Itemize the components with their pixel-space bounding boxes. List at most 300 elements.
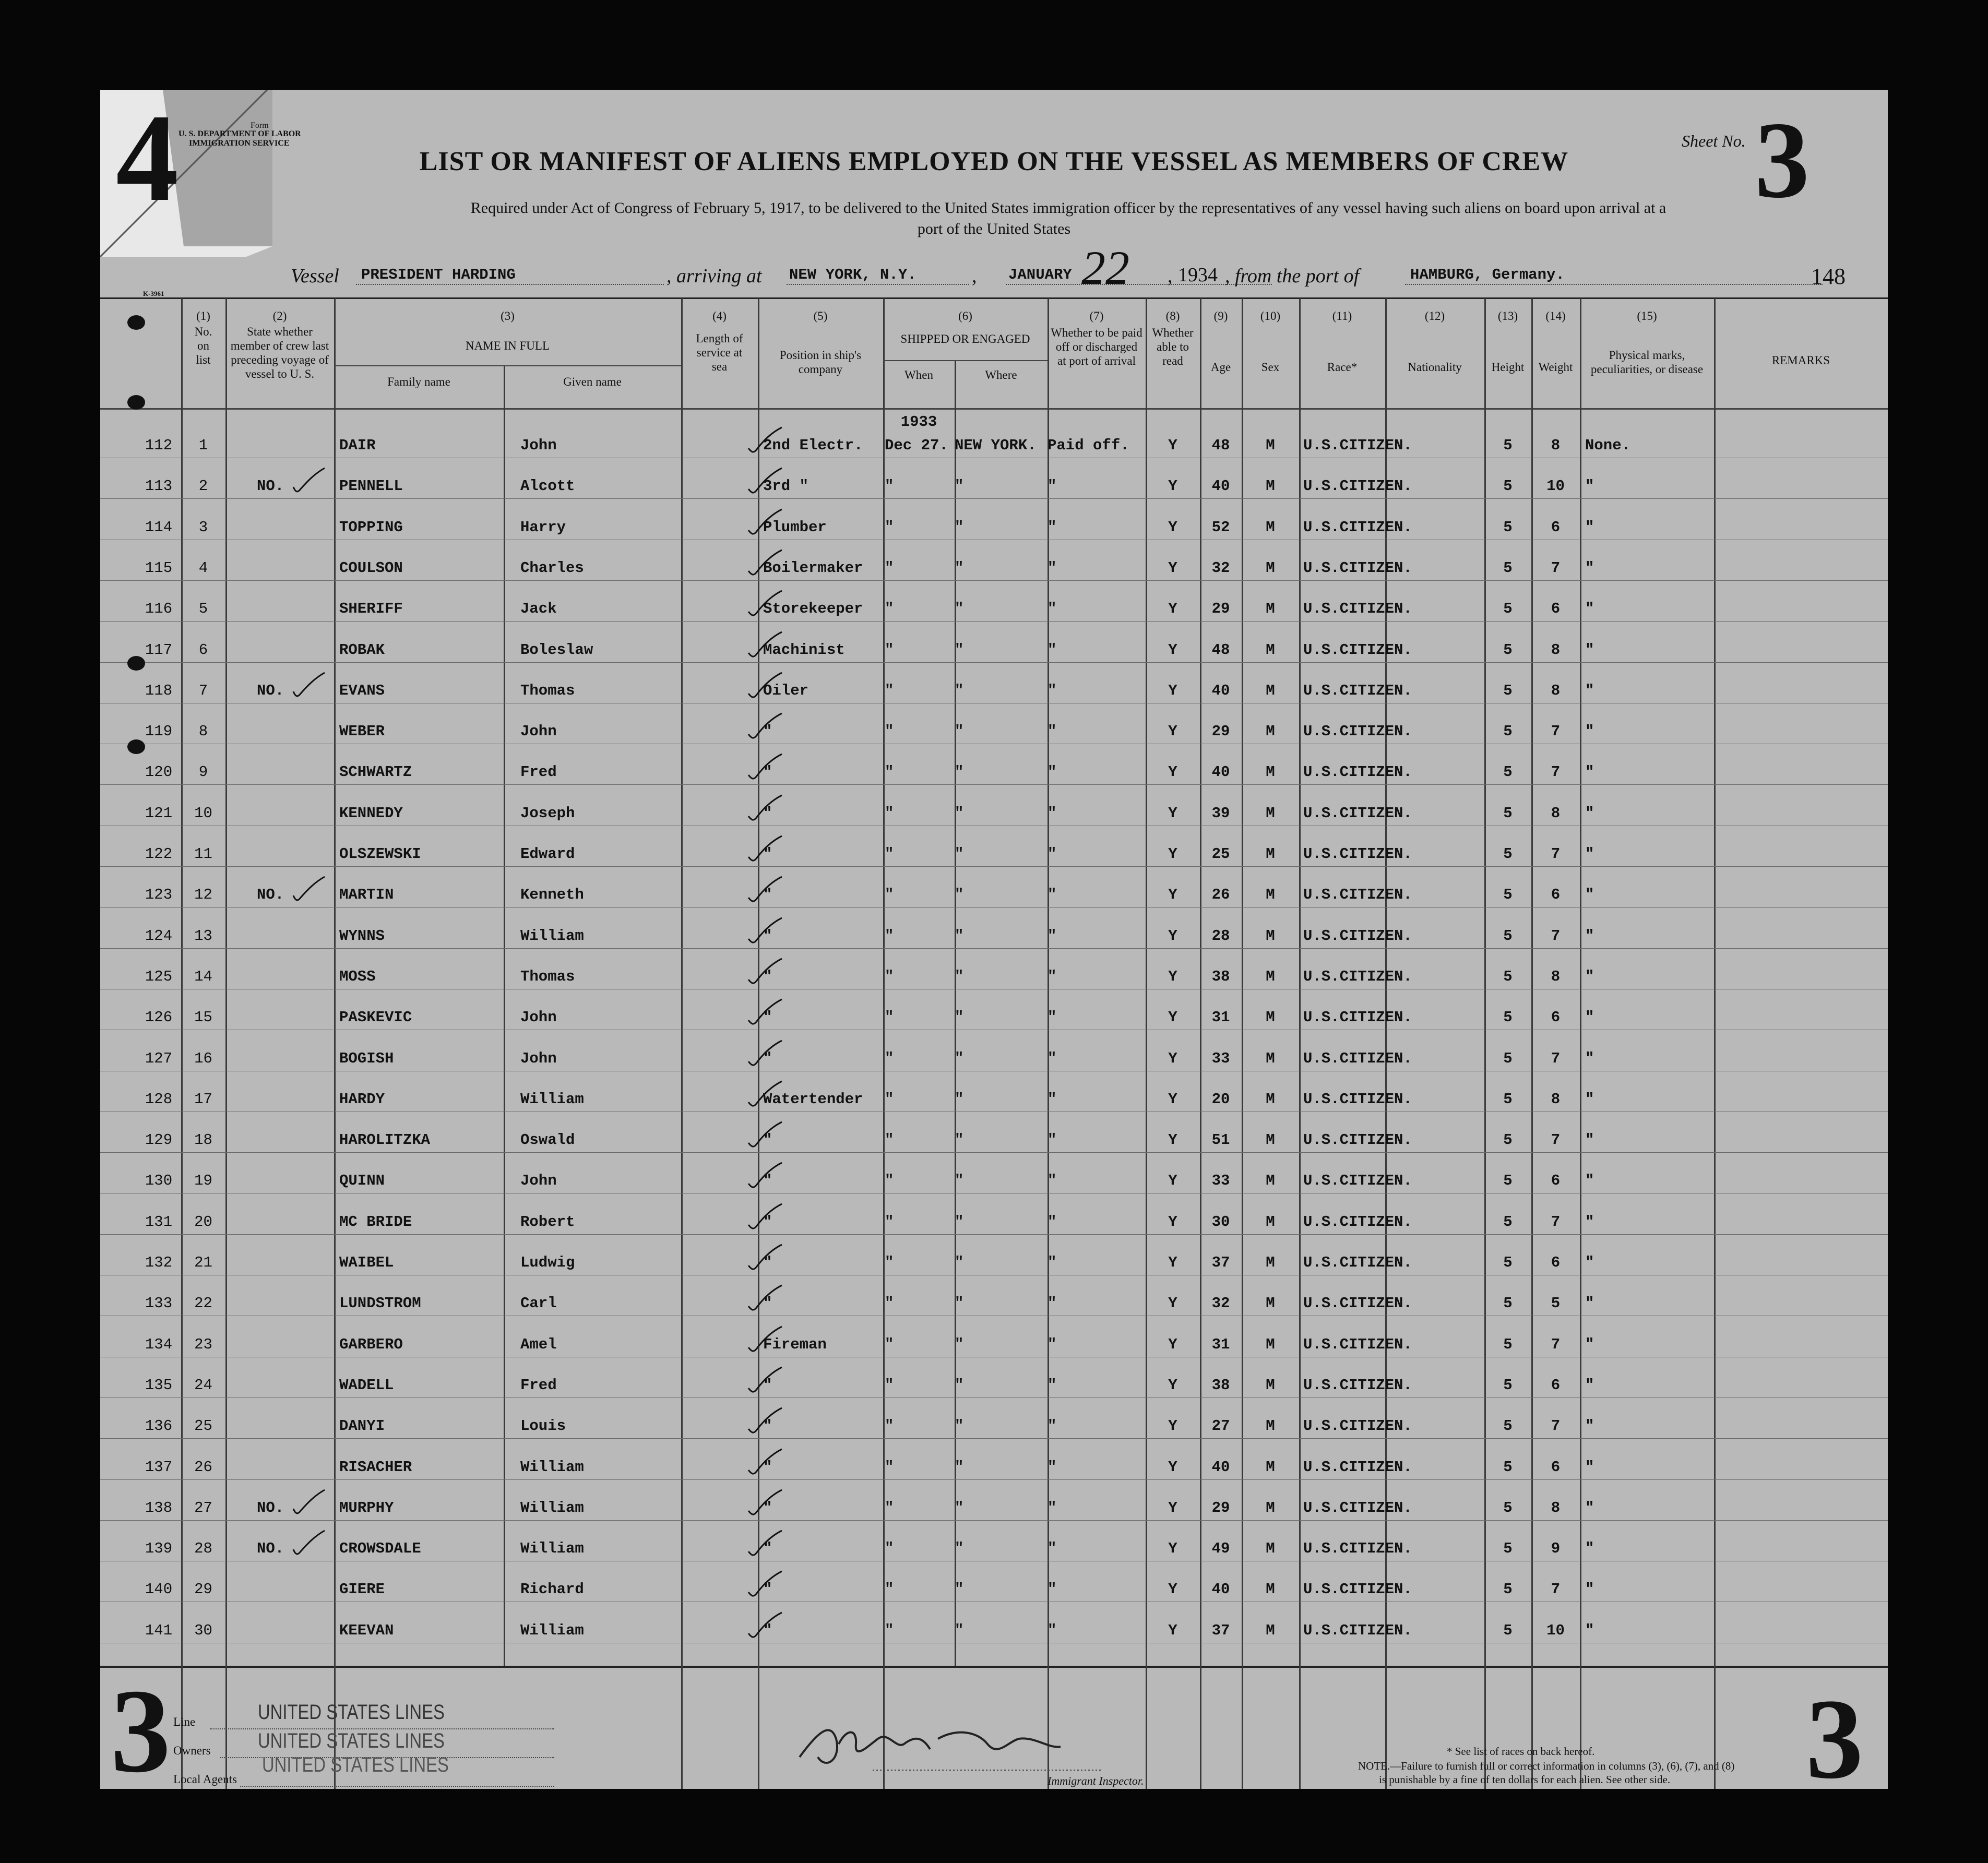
- previous-voyage: NO.: [257, 1540, 284, 1557]
- position: ": [763, 1581, 772, 1598]
- position: Machinist: [763, 641, 845, 659]
- position: ": [763, 723, 772, 740]
- shipped-when: ": [885, 559, 894, 577]
- race: U.S.CITIZEN.: [1303, 763, 1412, 781]
- tally-check-mark: [747, 1528, 784, 1560]
- previous-voyage-check-mark: [292, 671, 329, 702]
- height: 5: [1503, 1172, 1513, 1189]
- family-name: GARBERO: [339, 1336, 403, 1353]
- from-label: , from the port of: [1225, 265, 1360, 287]
- family-name: KEEVAN: [339, 1622, 394, 1639]
- col-5-header: Position in ship's company: [779, 349, 862, 376]
- physical-marks: ": [1585, 641, 1594, 659]
- list-number: 9: [198, 763, 208, 781]
- able-to-read: Y: [1168, 641, 1177, 659]
- row-rule: [100, 948, 1888, 949]
- shipped-when: ": [885, 1581, 894, 1598]
- shipped-where: ": [955, 559, 964, 577]
- race: U.S.CITIZEN.: [1303, 1172, 1412, 1189]
- race: U.S.CITIZEN.: [1303, 968, 1412, 985]
- able-to-read: Y: [1168, 1336, 1177, 1353]
- physical-marks: ": [1585, 1540, 1594, 1557]
- service-label: IMMIGRATION SERVICE: [189, 139, 290, 148]
- age: 29: [1211, 1499, 1230, 1516]
- given-name: Robert: [520, 1213, 575, 1231]
- col-5-num: (5): [813, 309, 828, 323]
- given-name: John: [520, 1050, 557, 1067]
- able-to-read: Y: [1168, 1254, 1177, 1271]
- paid-off: ": [1047, 845, 1057, 863]
- col-13-header: Height: [1491, 361, 1525, 374]
- race: U.S.CITIZEN.: [1303, 927, 1412, 945]
- agents-underline: [240, 1786, 554, 1787]
- physical-marks: ": [1585, 723, 1594, 740]
- shipped-when: ": [885, 1091, 894, 1108]
- physical-marks: ": [1585, 477, 1594, 495]
- race: U.S.CITIZEN.: [1303, 1009, 1412, 1026]
- shipped-when: ": [885, 763, 894, 781]
- list-number: 16: [194, 1050, 212, 1067]
- shipped-when: ": [885, 845, 894, 863]
- family-name: EVANS: [339, 682, 385, 699]
- weight: 7: [1551, 1581, 1561, 1598]
- shipped-where: ": [955, 1009, 964, 1026]
- physical-marks: ": [1585, 1622, 1594, 1639]
- position: Watertender: [763, 1091, 863, 1108]
- list-number: 13: [194, 927, 212, 945]
- given-name: William: [520, 1459, 584, 1476]
- given-name: Edward: [520, 845, 575, 863]
- age: 28: [1211, 927, 1230, 945]
- height: 5: [1503, 682, 1513, 699]
- shipped-where: ": [955, 1622, 964, 1639]
- tally-check-mark: [747, 548, 784, 579]
- col-11-header: Race*: [1327, 361, 1358, 374]
- able-to-read: Y: [1168, 1581, 1177, 1598]
- list-number: 20: [194, 1213, 212, 1231]
- given-name: William: [520, 927, 584, 945]
- margin-line-number: 135: [145, 1377, 173, 1394]
- height: 5: [1503, 600, 1513, 617]
- list-number: 6: [198, 641, 208, 659]
- position: ": [763, 886, 772, 903]
- shipped-when: ": [885, 927, 894, 945]
- tally-check-mark: [747, 711, 784, 743]
- paid-off: Paid off.: [1047, 437, 1129, 454]
- position: ": [763, 1050, 772, 1067]
- age: 32: [1211, 559, 1230, 577]
- sex: M: [1266, 927, 1275, 945]
- col-3-header: NAME IN FULL: [466, 339, 550, 352]
- list-number: 30: [194, 1622, 212, 1639]
- paid-off: ": [1047, 723, 1057, 740]
- age: 27: [1211, 1417, 1230, 1435]
- position: ": [763, 1499, 772, 1516]
- shipped-where: ": [955, 1213, 964, 1231]
- family-name: SHERIFF: [339, 600, 403, 617]
- sex: M: [1266, 600, 1275, 617]
- height: 5: [1503, 886, 1513, 903]
- col-15-num: (15): [1637, 309, 1657, 323]
- row-rule: [100, 1479, 1888, 1480]
- list-number: 24: [194, 1377, 212, 1394]
- col-7-header: Whether to be paid off or discharged at port of arrival: [1051, 326, 1142, 367]
- height: 5: [1503, 1622, 1513, 1639]
- given-name: Thomas: [520, 682, 575, 699]
- sex: M: [1266, 1377, 1275, 1394]
- shipped-where: ": [955, 1540, 964, 1557]
- age: 38: [1211, 968, 1230, 985]
- position: ": [763, 927, 772, 945]
- sex: M: [1266, 763, 1275, 781]
- tally-check-mark: [747, 1324, 784, 1356]
- race: U.S.CITIZEN.: [1303, 1417, 1412, 1435]
- sex: M: [1266, 1417, 1275, 1435]
- col-14-num: (14): [1545, 309, 1566, 323]
- race: U.S.CITIZEN.: [1303, 1459, 1412, 1476]
- race: U.S.CITIZEN.: [1303, 1254, 1412, 1271]
- race: U.S.CITIZEN.: [1303, 805, 1412, 822]
- margin-line-number: 129: [145, 1131, 173, 1149]
- race: U.S.CITIZEN.: [1303, 1499, 1412, 1516]
- physical-marks: ": [1585, 763, 1594, 781]
- given-name: Oswald: [520, 1131, 575, 1149]
- shipped-where: NEW YORK.: [955, 437, 1037, 454]
- col-1-header: No. on list: [194, 325, 212, 366]
- vessel-name: PRESIDENT HARDING: [361, 266, 516, 283]
- col-12-num: (12): [1424, 309, 1445, 323]
- age: 37: [1211, 1622, 1230, 1639]
- paid-off: ": [1047, 763, 1057, 781]
- shipped-where: ": [955, 682, 964, 699]
- family-name: WAIBEL: [339, 1254, 394, 1271]
- shipped-where: ": [955, 886, 964, 903]
- col-14-header: Weight: [1538, 361, 1573, 374]
- list-number: 4: [198, 559, 208, 577]
- family-name: GIERE: [339, 1581, 385, 1598]
- height: 5: [1503, 763, 1513, 781]
- race: U.S.CITIZEN.: [1303, 1213, 1412, 1231]
- position: Plumber: [763, 519, 827, 536]
- family-name: ROBAK: [339, 641, 385, 659]
- age: 33: [1211, 1050, 1230, 1067]
- position: ": [763, 1459, 772, 1476]
- tally-check-mark: [747, 1079, 784, 1110]
- able-to-read: Y: [1168, 723, 1177, 740]
- shipped-where: ": [955, 1254, 964, 1271]
- paid-off: ": [1047, 559, 1057, 577]
- able-to-read: Y: [1168, 1499, 1177, 1516]
- weight: 10: [1546, 1622, 1565, 1639]
- form-code: K-3961: [143, 290, 164, 297]
- shipped-where: ": [955, 927, 964, 945]
- margin-line-number: 127: [145, 1050, 173, 1067]
- shipped-when: ": [885, 1213, 894, 1231]
- height: 5: [1503, 1213, 1513, 1231]
- family-name: QUINN: [339, 1172, 385, 1189]
- tally-check-mark: [747, 1161, 784, 1192]
- age: 32: [1211, 1295, 1230, 1312]
- physical-marks: ": [1585, 805, 1594, 822]
- paid-off: ": [1047, 519, 1057, 536]
- position: ": [763, 968, 772, 985]
- physical-marks: ": [1585, 1050, 1594, 1067]
- paid-off: ": [1047, 1622, 1057, 1639]
- height: 5: [1503, 1091, 1513, 1108]
- weight: 7: [1551, 1336, 1561, 1353]
- able-to-read: Y: [1168, 437, 1177, 454]
- table-top-rule: [100, 297, 1888, 299]
- age: 52: [1211, 519, 1230, 536]
- weight: 8: [1551, 437, 1561, 454]
- race: U.S.CITIZEN.: [1303, 1050, 1412, 1067]
- row-rule: [100, 1438, 1888, 1439]
- row-rule: [100, 866, 1888, 867]
- weight: 8: [1551, 805, 1561, 822]
- shipped-where: ": [955, 1131, 964, 1149]
- margin-line-number: 119: [145, 723, 173, 740]
- tally-check-mark: [747, 1283, 784, 1315]
- position: ": [763, 845, 772, 863]
- col-8-header: Whether able to read: [1152, 326, 1194, 367]
- physical-marks: ": [1585, 845, 1594, 863]
- tally-check-mark: [747, 957, 784, 988]
- weight: 7: [1551, 927, 1561, 945]
- paid-off: ": [1047, 1172, 1057, 1189]
- sex: M: [1266, 1499, 1275, 1516]
- position: ": [763, 1622, 772, 1639]
- sex: M: [1266, 1295, 1275, 1312]
- sex: M: [1266, 1459, 1275, 1476]
- shipped-when: ": [885, 723, 894, 740]
- family-name: PENNELL: [339, 477, 403, 495]
- height: 5: [1503, 968, 1513, 985]
- list-number: 8: [198, 723, 208, 740]
- previous-voyage: NO.: [257, 886, 284, 903]
- given-name: Thomas: [520, 968, 575, 985]
- shipped-when: Dec 27.: [885, 437, 948, 454]
- shipped-when: ": [885, 477, 894, 495]
- position: ": [763, 1295, 772, 1312]
- sex: M: [1266, 1050, 1275, 1067]
- given-name: William: [520, 1540, 584, 1557]
- tally-check-mark: [747, 1610, 784, 1642]
- height: 5: [1503, 1581, 1513, 1598]
- tally-check-mark: [747, 671, 784, 702]
- tally-check-mark: [747, 1038, 784, 1070]
- race: U.S.CITIZEN.: [1303, 845, 1412, 863]
- paid-off: ": [1047, 1499, 1057, 1516]
- col-6-header: SHIPPED OR ENGAGED: [900, 332, 1030, 345]
- manifest-sheet: 4 Form U. S. DEPARTMENT OF LABOR IMMIGRATION SERVICE Sheet No. 3 LIST OR MANIFEST OF ALIENS EMPLOYED ON THE VESSEL AS MEMBERS OF CREW Required under Act of Congress of February 5, 1917, to be delivered to the United States immigration officer by the representatives of any vessel having such aliens on board upon arrival at a port of the United States Vessel PRESIDENT HARDING , arriving at NEW YORK, N.Y. , JANUARY 22 , 1934 , from the port of HAMBURG, Germany. 148 K-3961 (1) No. on list (2) State whether member of crew last preceding voyage of vessel to U. S. (3) NAME IN FULL Family name Given name (4) Length of service at sea (5) Position in ship's company (6) SHIPPED OR ENGAGED When Where (7) Whether to be paid off or discharged at port of arrival (8) Whether able to read (9) Age (10) Sex (11) Race* (12) Nationality (13) Height (14) Weight (15) Physical marks, peculiarities, or disease REMARKS 1933 112 1 DAIR John 2nd Electr. Dec 27. NEW YORK. Paid off. Y 48 M U.S.CITIZEN. 5 8 None. 113 2 NO. PENNELL Alcott 3rd " " " " Y 40 M U.S.CITIZEN. 5 10 " 114 3 TOPPING Harry Plumber " " " Y 52 M U.S.CITIZEN. 5 6 " 115 4 COULSON Charles Boilermaker " " " Y 32 M U.S.CITIZEN. 5 7 " 116 5 SHERIFF Jack Storekeeper " " " Y 29 M U.S.CITIZEN. 5 6 " 117 6 ROBAK Boleslaw Machinist " " " Y 48 M U.S.CITIZEN. 5 8 " 118 7 NO. EVANS Thomas Oiler " " " Y 40 M U.S.CITIZEN. 5 8 " 119 8 WEBER John " " " " Y 29 M U.S.CITIZEN. 5 7 " 120 9 SCHWARTZ Fred " " " " Y 40 M U.S.CITIZEN. 5 7 " 121 10 KENNEDY Joseph " " " " Y 39 M U.S.CITIZEN. 5 8 " 122 11 OLSZEWSKI Edward " " " " Y 25 M U.S.CITIZEN. 5 7 " 123 12 NO. MARTIN Kenneth " " " " Y 26 M U.S.CITIZEN. 5 6 " 124 13 WYNNS William " " " " Y 28 M U.S.CITIZEN. 5 7 " 125 14 MOSS Thomas " " " " Y 38 M U.S.CITIZEN. 5 8 " 126 15 PASKEVIC John " " " " Y 31 M U.S.CITIZEN. 5 6 " 127 16 BOGISH John " " " " Y 33 M U.S.CITIZEN. 5 7 " 128 17 HARDY William Watertender " " " Y 20 M U.S.CITIZEN. 5 8 " 129 18 HAROLITZKA Oswald " " " " Y 51 M U.S.CITIZEN. 5 7 " 130 19 QUINN John " " " " Y 33 M U.S.CITIZEN. 5 6 " 131 20 MC BRIDE Robert " " " " Y 30 M U.S.CITIZEN. 5 7 " 132 21 WAIBEL Ludwig " " " " Y 37 M U.S.CITIZEN. 5 6 " 133 22 LUNDSTROM Carl " " " " Y 32 M U.S.CITIZEN. 5 5 " 134 23 GARBERO Amel Fireman " " " Y 31 M U.S.CITIZEN. 5 7 " 135 24 WADELL Fred " " " " Y 38 M U.S.CITIZEN. 5 6 " 136 25 DANYI Louis " " " " Y 27 M U.S.CITIZEN. 5 7 " 137 26 RISACHER William " " " " Y 40 M U.S.CITIZEN. 5 6 " 138 27 NO. MURPHY William " " " " Y 29 M U.S.CITIZEN. 5 8 " 139 28 NO. CROWSDALE William " " " " Y 49 M U.S.CITIZEN. 5 9 " 140 29 GIERE Richard " " " " Y 40 M U.S.CITIZEN. 5 7 " 141 30 KEEVAN William " " " " Y 37 M U.S.CITIZEN. 5 10 " 3 3 Line UNITED STATES LINES Owners UNITED STATES LINES Local Agents UNITED STATES LINES Immigrant Inspector. * See list of races on back hereof. NOTE.—Failure to furnish full or correct information in columns (3), (6), (7), and (8) is punishable by a fine of ten dollars for each alien. See other side.: [100, 90, 1888, 1789]
- subtitle-line-2: port of the United States: [917, 220, 1071, 237]
- row-rule: [100, 784, 1888, 785]
- sex: M: [1266, 1336, 1275, 1353]
- col-6-num: (6): [958, 309, 972, 323]
- physical-marks: None.: [1585, 437, 1631, 454]
- sheet-number: 3: [1755, 100, 1810, 221]
- margin-line-number: 123: [145, 886, 173, 903]
- margin-line-number: 122: [145, 845, 173, 863]
- shipped-where: ": [955, 1377, 964, 1394]
- paid-off: ": [1047, 1254, 1057, 1271]
- able-to-read: Y: [1168, 519, 1177, 536]
- shipped-where: ": [955, 1091, 964, 1108]
- binder-hole: [127, 739, 145, 754]
- family-name: BOGISH: [339, 1050, 394, 1067]
- position: Storekeeper: [763, 600, 863, 617]
- shipped-when: ": [885, 1254, 894, 1271]
- able-to-read: Y: [1168, 1459, 1177, 1476]
- shipped-when: ": [885, 1459, 894, 1476]
- margin-line-number: 121: [145, 805, 173, 822]
- physical-marks: ": [1585, 927, 1594, 945]
- age: 49: [1211, 1540, 1230, 1557]
- age: 38: [1211, 1377, 1230, 1394]
- physical-marks: ": [1585, 1459, 1594, 1476]
- shipped-when: ": [885, 1172, 894, 1189]
- inspector-label: Immigrant Inspector.: [1047, 1774, 1144, 1787]
- age: 39: [1211, 805, 1230, 822]
- sex: M: [1266, 437, 1275, 454]
- family-name: COULSON: [339, 559, 403, 577]
- margin-line-number: 114: [145, 519, 173, 536]
- height: 5: [1503, 559, 1513, 577]
- height: 5: [1503, 927, 1513, 945]
- height: 5: [1503, 1295, 1513, 1312]
- shipped-where: ": [955, 763, 964, 781]
- tally-check-mark: [747, 1243, 784, 1274]
- sex: M: [1266, 1131, 1275, 1149]
- margin-line-number: 137: [145, 1459, 173, 1476]
- margin-line-number: 136: [145, 1417, 173, 1435]
- list-number: 17: [194, 1091, 212, 1108]
- shipped-where: ": [955, 477, 964, 495]
- position: ": [763, 1254, 772, 1271]
- sex: M: [1266, 519, 1275, 536]
- position: Oiler: [763, 682, 809, 699]
- margin-line-number: 134: [145, 1336, 173, 1353]
- previous-voyage-check-mark: [292, 466, 329, 497]
- race: U.S.CITIZEN.: [1303, 886, 1412, 903]
- penalty-note-1: NOTE.—Failure to furnish full or correct information in columns (3), (6), (7), and (8): [1358, 1760, 1735, 1772]
- margin-line-number: 128: [145, 1091, 173, 1108]
- given-name: Fred: [520, 763, 557, 781]
- list-number: 29: [194, 1581, 212, 1598]
- vessel-label: Vessel: [291, 265, 339, 287]
- position: ": [763, 1213, 772, 1231]
- weight: 7: [1551, 845, 1561, 863]
- physical-marks: ": [1585, 1417, 1594, 1435]
- shipped-when: ": [885, 805, 894, 822]
- paid-off: ": [1047, 1459, 1057, 1476]
- height: 5: [1503, 805, 1513, 822]
- weight: 8: [1551, 968, 1561, 985]
- row-rule: [100, 1152, 1888, 1153]
- binder-hole: [127, 395, 145, 410]
- margin-line-number: 112: [145, 437, 173, 454]
- able-to-read: Y: [1168, 600, 1177, 617]
- physical-marks: ": [1585, 600, 1594, 617]
- position: ": [763, 805, 772, 822]
- age: 29: [1211, 600, 1230, 617]
- able-to-read: Y: [1168, 927, 1177, 945]
- weight: 6: [1551, 886, 1561, 903]
- margin-line-number: 139: [145, 1540, 173, 1557]
- able-to-read: Y: [1168, 1172, 1177, 1189]
- able-to-read: Y: [1168, 1295, 1177, 1312]
- sheet-label: Sheet No.: [1682, 132, 1746, 150]
- age: 40: [1211, 682, 1230, 699]
- row-rule: [100, 621, 1888, 622]
- list-number: 7: [198, 682, 208, 699]
- shipped-subheader-rule: [883, 360, 1047, 361]
- position: Fireman: [763, 1336, 827, 1353]
- list-number: 1: [198, 437, 208, 454]
- margin-line-number: 124: [145, 927, 173, 945]
- race: U.S.CITIZEN.: [1303, 1377, 1412, 1394]
- tally-check-mark: [747, 793, 784, 825]
- list-number: 18: [194, 1131, 212, 1149]
- age: 40: [1211, 1459, 1230, 1476]
- shipped-when: ": [885, 600, 894, 617]
- margin-line-number: 120: [145, 763, 173, 781]
- list-number: 3: [198, 519, 208, 536]
- col-4-header: Length of service at sea: [696, 332, 743, 373]
- physical-marks: ": [1585, 1131, 1594, 1149]
- tally-check-mark: [747, 507, 784, 539]
- able-to-read: Y: [1168, 1417, 1177, 1435]
- position: ": [763, 1172, 772, 1189]
- tally-check-mark: [747, 466, 784, 497]
- sex: M: [1266, 641, 1275, 659]
- col-12-header: Nationality: [1408, 361, 1462, 374]
- family-name: HARDY: [339, 1091, 385, 1108]
- line-label: Line: [173, 1715, 196, 1728]
- header-divider: [100, 408, 1888, 410]
- shipped-where: ": [955, 845, 964, 863]
- tally-check-mark: [747, 834, 784, 865]
- family-name: DANYI: [339, 1417, 385, 1435]
- paid-off: ": [1047, 1213, 1057, 1231]
- height: 5: [1503, 1336, 1513, 1353]
- list-number: 19: [194, 1172, 212, 1189]
- shipped-where: ": [955, 1336, 964, 1353]
- sex: M: [1266, 559, 1275, 577]
- shipped-when-header: When: [904, 368, 933, 381]
- list-number: 2: [198, 477, 208, 495]
- previous-voyage-check-mark: [292, 1488, 329, 1519]
- col-9-num: (9): [1213, 309, 1228, 323]
- sex: M: [1266, 1581, 1275, 1598]
- weight: 7: [1551, 1417, 1561, 1435]
- shipped-where: ": [955, 641, 964, 659]
- race: U.S.CITIZEN.: [1303, 600, 1412, 617]
- shipped-when: ": [885, 1050, 894, 1067]
- given-name: John: [520, 723, 557, 740]
- shipped-when: ": [885, 1131, 894, 1149]
- weight: 6: [1551, 600, 1561, 617]
- family-name: MC BRIDE: [339, 1213, 412, 1231]
- shipped-when: ": [885, 682, 894, 699]
- able-to-read: Y: [1168, 886, 1177, 903]
- races-note: * See list of races on back hereof.: [1447, 1745, 1595, 1758]
- physical-marks: ": [1585, 519, 1594, 536]
- physical-marks: ": [1585, 559, 1594, 577]
- col-rule: [1714, 298, 1716, 1789]
- tally-check-mark: [747, 1488, 784, 1519]
- age: 29: [1211, 723, 1230, 740]
